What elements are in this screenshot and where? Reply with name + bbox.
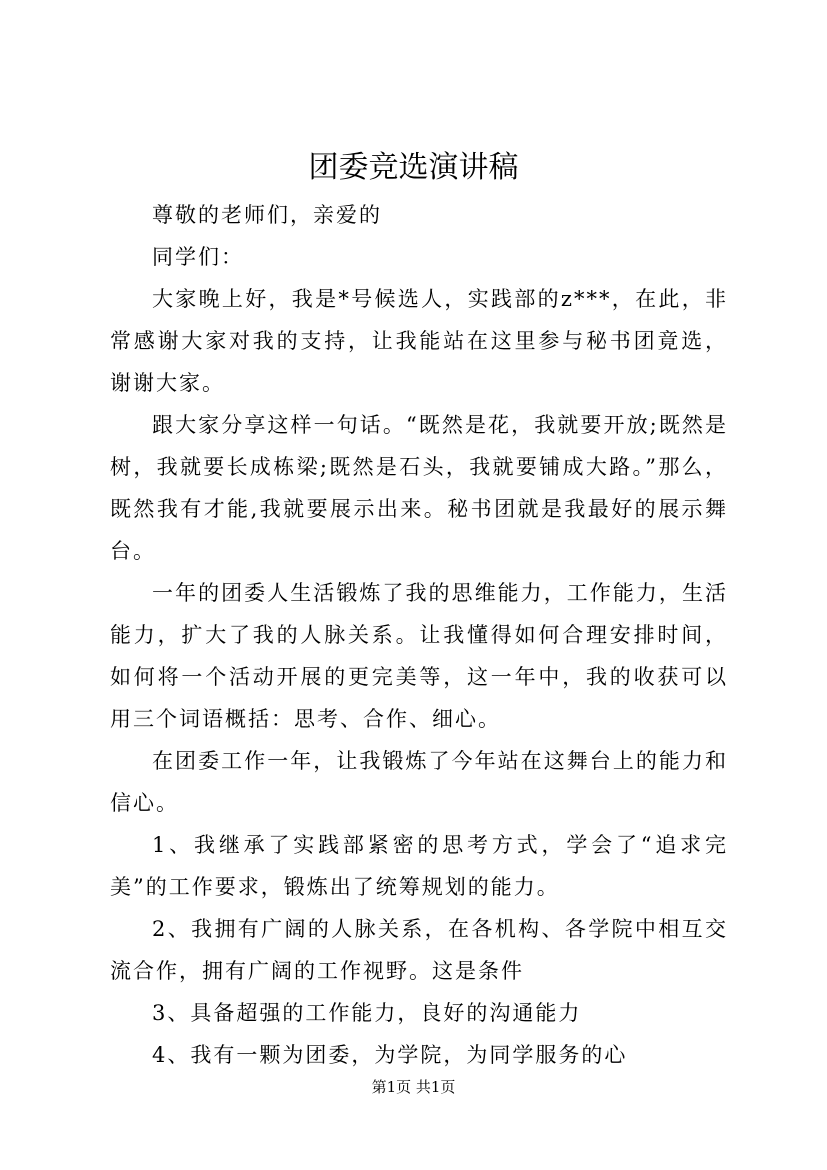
- paragraph-point-2: 2、我拥有广阔的人脉关系，在各机构、各学院中相互交流合作，拥有广阔的工作视野。这是条件: [110, 917, 728, 983]
- paragraph-greeting: 大家晚上好，我是*号候选人，实践部的z***，在此，非常感谢大家对我的支持，让我能站在这里参与秘书团竟选，谢谢大家。: [110, 287, 728, 395]
- paragraph-experience: 一年的团委人生活锻炼了我的思维能力，工作能力，生活能力，扩大了我的人脉关系。让我懂得如何合理安排时间，如何将一个活动开展的更完美等，这一年中，我的收获可以用三个词语概括：思考、合作、细心。: [110, 581, 728, 731]
- page-number-footer: 第1页 共1页: [371, 1078, 456, 1096]
- paragraph-point-4: 4、我有一颗为团委，为学院，为同学服务的心: [152, 1043, 628, 1067]
- paragraph-salutation-cont: 同学们：: [152, 245, 244, 269]
- paragraph-point-1: 1、我继承了实践部紧密的思考方式，学会了“追求完美”的工作要求，锻炼出了统筹规划的能力。: [110, 833, 728, 899]
- paragraph-salutation: 尊敬的老师们，亲爱的: [152, 203, 382, 227]
- paragraph-confidence: 在团委工作一年，让我锻炼了今年站在这舞台上的能力和信心。: [110, 749, 728, 815]
- document-title: 团委竞选演讲稿: [308, 150, 519, 185]
- paragraph-point-3: 3、具备超强的工作能力，良好的沟通能力: [152, 1001, 582, 1025]
- paragraph-quote: 跟大家分享这样一句话。“既然是花，我就要开放;既然是树，我就要长成栋梁;既然是石头，我就要铺成大路。”那么，既然我有才能,我就要展示出来。秘书团就是我最好的展示舞台。: [110, 413, 728, 563]
- document-body: [110, 194, 728, 1076]
